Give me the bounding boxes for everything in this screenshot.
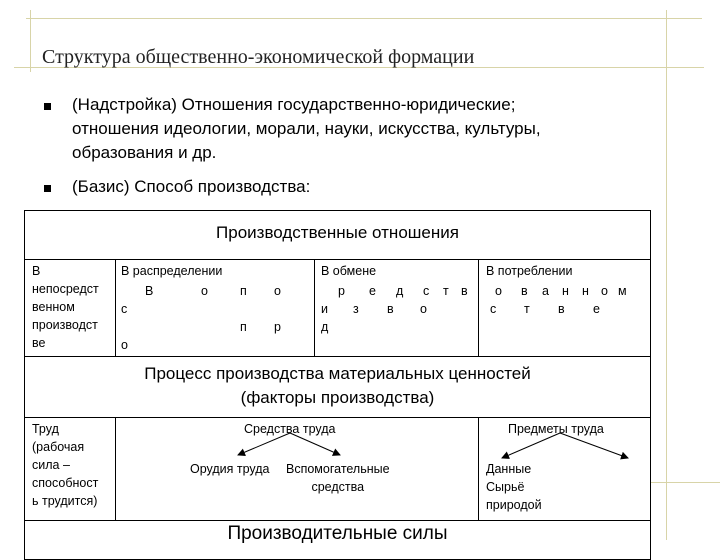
letter: т — [443, 284, 449, 298]
letter: е — [369, 284, 376, 298]
letter: в — [387, 302, 394, 316]
bullet-line: (Базис) Способ производства: — [72, 177, 311, 196]
productive-forces: Производительные силы — [227, 523, 448, 544]
text-line: способност — [32, 476, 99, 490]
bullet-line: образования и др. — [72, 143, 217, 162]
letter: с — [423, 284, 430, 298]
objects-of-labor-detail — [486, 460, 542, 514]
text-line: ь трудится) — [32, 494, 98, 508]
text-line: Сырьё — [486, 480, 525, 494]
bullet-superstructure — [72, 93, 541, 165]
letter: в — [558, 302, 565, 316]
text-line: природой — [486, 498, 542, 512]
bullet-marker — [44, 103, 51, 110]
text-line: венном — [32, 300, 75, 314]
text-line: (рабочая — [32, 440, 85, 454]
slide-title: Структура общественно-экономической формации — [42, 46, 475, 68]
letter: н — [562, 284, 569, 298]
divider — [478, 259, 479, 357]
letter: е — [593, 302, 600, 316]
letter: в — [521, 284, 528, 298]
text-line: Данные — [486, 462, 532, 476]
letter: д — [396, 284, 404, 298]
decor-top-line — [26, 18, 702, 19]
text-line: В — [32, 264, 41, 278]
text-line: В потреблении — [486, 264, 573, 278]
bullet-basis — [72, 175, 310, 199]
letter: п — [240, 320, 247, 334]
text-line: Вспомогательные — [286, 462, 390, 476]
letter: о — [601, 284, 608, 298]
means-of-labor: Средства труда — [244, 422, 336, 436]
letter: а — [542, 284, 549, 298]
labor-force — [32, 420, 98, 510]
decor-bottom-line — [640, 482, 720, 483]
process-header-line: Процесс производства материальных ценностей — [144, 364, 531, 383]
divider — [115, 417, 116, 521]
text-line: В распределении — [121, 264, 223, 278]
letter: м — [618, 284, 627, 298]
letter: н — [582, 284, 589, 298]
letter: с — [121, 302, 128, 316]
text-line: сила – — [32, 458, 70, 472]
text-line: В обмене — [321, 264, 377, 278]
relations-direct-production — [32, 262, 99, 352]
text-line: средства — [311, 480, 365, 494]
text-line: ве — [32, 336, 46, 350]
letter: о — [420, 302, 427, 316]
letter: о — [495, 284, 502, 298]
letter: с — [490, 302, 497, 316]
letter: и — [321, 302, 328, 316]
divider — [115, 259, 116, 357]
letter: о — [201, 284, 208, 298]
divider — [478, 417, 479, 521]
decor-right-line — [666, 10, 667, 540]
letter: т — [524, 302, 530, 316]
letter: о — [121, 338, 128, 352]
text-line: Труд — [32, 422, 59, 436]
tools-of-labor: Орудия труда — [190, 462, 270, 476]
letter: п — [240, 284, 247, 298]
process-header-line: (факторы производства) — [240, 388, 435, 407]
auxiliary-means — [286, 460, 390, 496]
divider — [314, 259, 315, 357]
bullet-line: отношения идеологии, морали, науки, искусства, культуры, — [72, 119, 541, 138]
letter: д — [321, 320, 329, 334]
relations-header: Производственные отношения — [216, 223, 459, 242]
process-header — [24, 362, 651, 410]
letter: р — [338, 284, 345, 298]
text-line: непосредст — [32, 282, 99, 296]
objects-of-labor: Предметы труда — [508, 422, 604, 436]
letter: о — [274, 284, 281, 298]
letter: р — [274, 320, 281, 334]
text-line: производст — [32, 318, 98, 332]
decor-left-line — [30, 10, 31, 72]
bullet-marker — [44, 185, 51, 192]
letter: в — [461, 284, 468, 298]
letter: В — [145, 284, 154, 298]
bullet-line: (Надстройка) Отношения государственно-юридические; — [72, 95, 516, 114]
letter: з — [353, 302, 359, 316]
